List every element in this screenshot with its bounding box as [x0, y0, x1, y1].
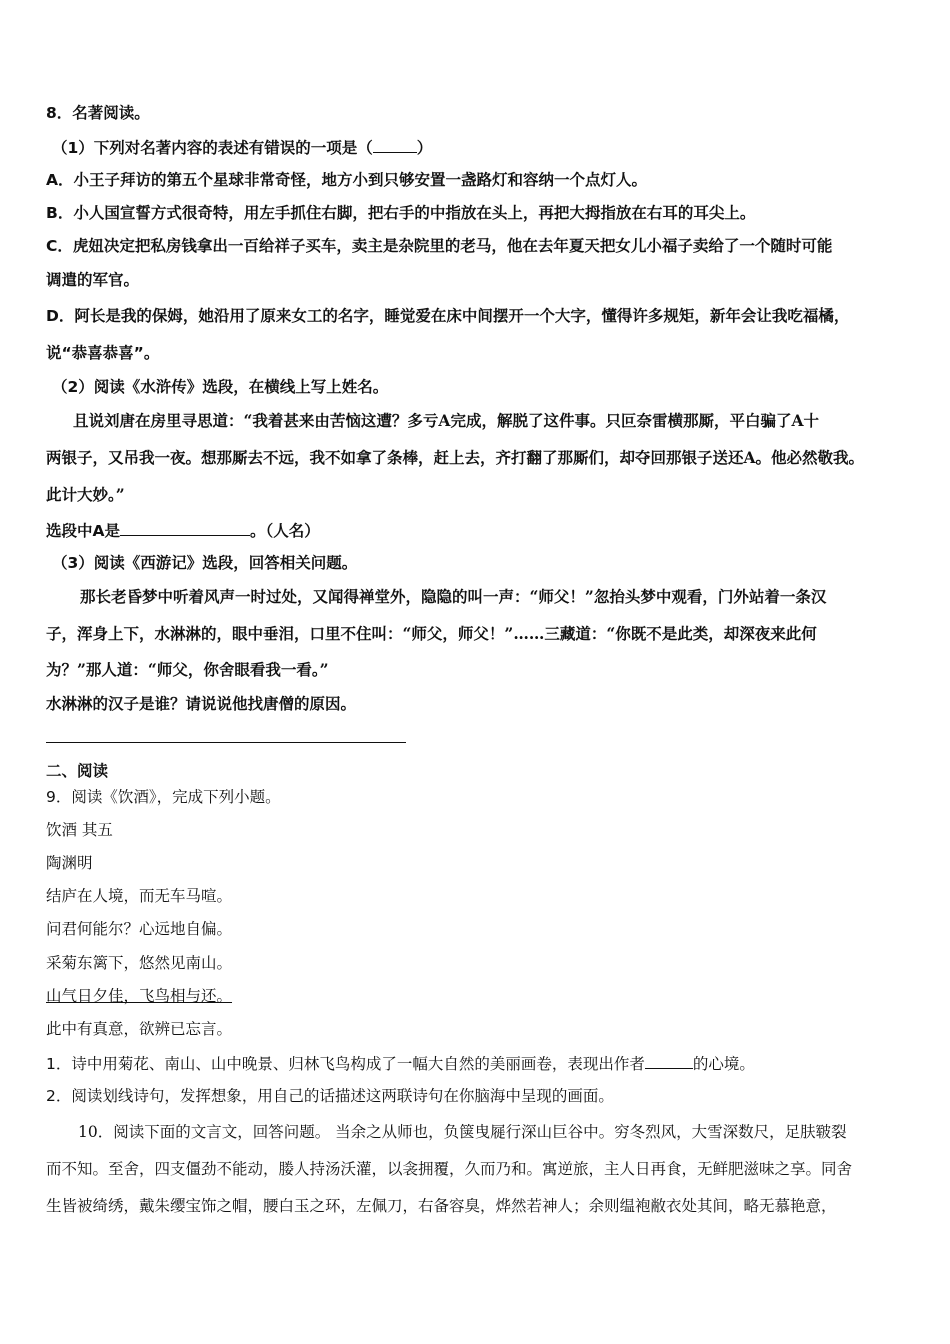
q9-subq1-blank[interactable]: [645, 1052, 693, 1069]
q10-passage-line2: 而不知。至舍，四支僵劲不能动，媵人持汤沃灌，以衾拥覆，久而乃和。寓逆旅，主人日再食，无鲜肥滋味之享。同舍: [46, 1160, 853, 1178]
xiyou-passage-line1: 那长老昏梦中听着风声一时过处，又闻得禅堂外，隐隐的叫一声：“师父！”忽抬头梦中观看，门外站着一条汉: [80, 587, 827, 606]
q10-passage-line1: 10．阅读下面的文言文，回答问题。 当余之从师也，负箧曳屣行深山巨谷中。穷冬烈风，大雪深数尺，足肤皲裂: [78, 1123, 847, 1141]
shuihu-passage-line3: 此计大妙。”: [46, 485, 125, 504]
q8-title: 8．名著阅读。: [46, 104, 150, 122]
q8-sub2: （2）阅读《水浒传》选段，在横线上写上姓名。: [52, 378, 389, 396]
q9-subq1-suffix: 的心境。: [692, 1055, 755, 1073]
q8-option-d-line1: D．阿长是我的保姆，她沿用了原来女工的名字，睡觉爱在床中间摆开一个大字，懂得许多规矩，新年会让我吃福橘，: [46, 307, 850, 325]
q8-fill-name: [46, 519, 320, 541]
q10-passage-line3: 生皆被绮绣，戴朱缨宝饰之帽，腰白玉之环，左佩刀，右备容臭，烨然若神人；余则缊袍敝衣处其间，略无慕艳意，: [46, 1197, 837, 1215]
section-reading-title: 二、阅读: [46, 762, 109, 780]
poem-line-5: 此中有真意，欲辨已忘言。: [46, 1020, 233, 1038]
q8-option-d-line2: 说“恭喜恭喜”。: [46, 344, 160, 362]
answer-line[interactable]: [46, 742, 406, 743]
q8-sub1-blank[interactable]: [373, 136, 417, 153]
poem-line-3: 采菊东篱下，悠然见南山。: [46, 954, 233, 972]
shuihu-passage-line1: 且说刘唐在房里寻思道：“我着甚来由苦恼这遭？多亏A完成，解脱了这件事。只叵奈雷横那厮，平白骗了A十: [73, 411, 819, 430]
q8-sub1-text: （1）下列对名著内容的表述有错误的一项是（: [52, 139, 373, 157]
q9-title: 9．阅读《饮酒》，完成下列小题。: [46, 788, 281, 806]
q8-option-a: A．小王子拜访的第五个星球非常奇怪，地方小到只够安置一盏路灯和容纳一个点灯人。: [46, 171, 647, 189]
q9-subq2: 2．阅读划线诗句，发挥想象，用自己的话描述这两联诗句在你脑海中呈现的画面。: [46, 1087, 614, 1105]
q8-fill-blank[interactable]: [120, 519, 250, 536]
q8-option-b: B．小人国宣誓方式很奇特，用左手抓住右脚，把右手的中指放在头上，再把大拇指放在右耳的耳尖上。: [46, 204, 756, 222]
q8-sub1: [52, 136, 432, 158]
poem-title: 饮酒 其五: [46, 821, 113, 839]
q9-subq1: [46, 1052, 755, 1074]
poem-line-1: 结庐在人境，而无车马喧。: [46, 887, 233, 905]
xiyou-passage-line2: 子，浑身上下，水淋淋的，眼中垂泪，口里不住叫：“师父，师父！”……三藏道：“你既不是此类，却深夜来此何: [46, 624, 817, 643]
q8-sub3: （3）阅读《西游记》选段，回答相关问题。: [52, 554, 358, 572]
q8-fill-label: 选段中A是: [46, 522, 120, 540]
poem-line-4-underlined: 山气日夕佳，飞鸟相与还。: [46, 987, 233, 1005]
q8-option-c-line2: 调遣的军官。: [46, 271, 140, 289]
q8-fill-suffix: 。（人名）: [250, 522, 320, 540]
q8-option-c-line1: C．虎妞决定把私房钱拿出一百给祥子买车，卖主是杂院里的老马，他在去年夏天把女儿小福子卖给了一个随时可能: [46, 237, 833, 255]
shuihu-passage-line2: 两银子，又吊我一夜。想那厮去不远，我不如拿了条棒，赶上去，齐打翻了那厮们，却夺回那银子送还A。他必然敬我。: [46, 448, 865, 467]
poem-author: 陶渊明: [46, 854, 93, 872]
q8-sub1-close: ）: [416, 139, 433, 157]
poem-line-2: 问君何能尔？心远地自偏。: [46, 920, 233, 938]
q9-subq1-text: 1．诗中用菊花、南山、山中晚景、归林飞鸟构成了一幅大自然的美丽画卷，表现出作者: [46, 1055, 645, 1073]
xiyou-question: 水淋淋的汉子是谁？请说说他找唐僧的原因。: [46, 695, 357, 713]
xiyou-passage-line3: 为？”那人道：“师父，你舍眼看我一看。”: [46, 660, 329, 679]
